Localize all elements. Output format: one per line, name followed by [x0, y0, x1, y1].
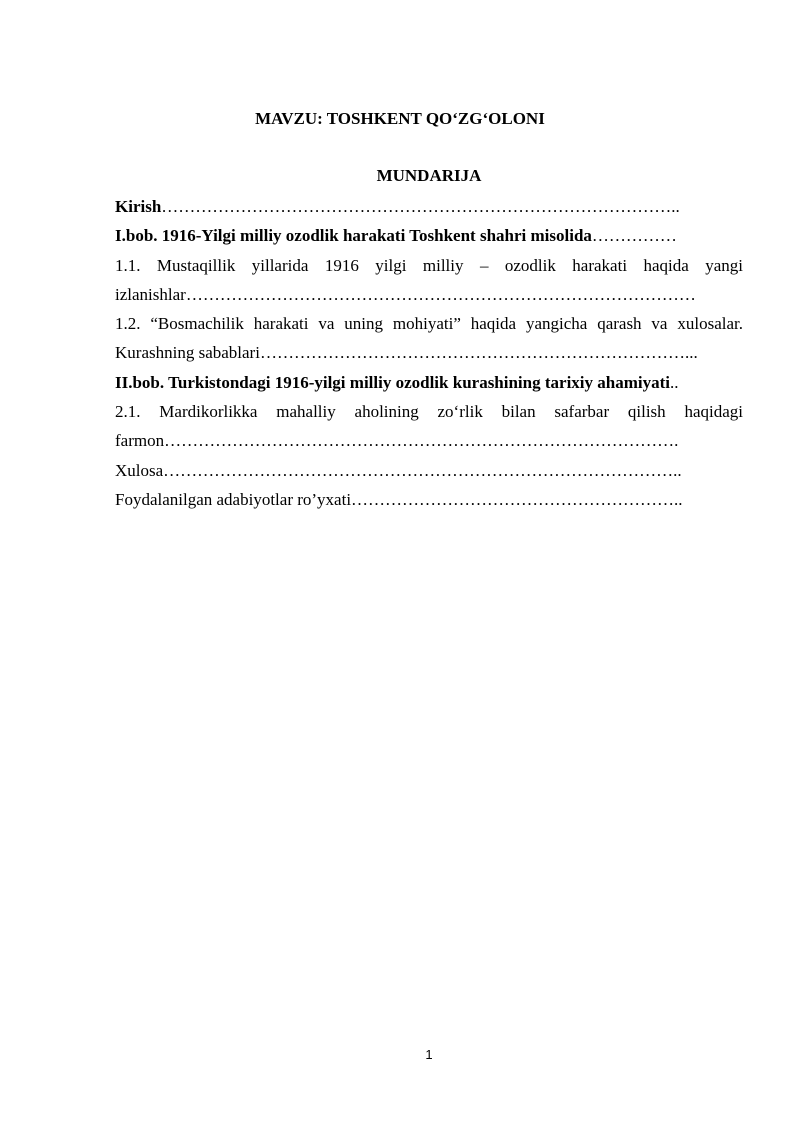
toc-entry-label: 1.1. Mustaqillik yillarida 1916 yilgi milliy – ozodlik harakati haqida yangi izlanishlar — [115, 255, 743, 304]
contents-heading: MUNDARIJA — [376, 166, 482, 185]
toc-entry-bob1 — [115, 221, 743, 250]
toc-entry-label: 2.1. Mardikorlikka mahalliy aholining zo‘rlik bilan safarbar qilish haqidagi farmon — [115, 402, 743, 451]
toc-leader-dots: …………… — [591, 226, 677, 246]
page-number: 1 — [425, 1047, 433, 1062]
toc-entry-1-1 — [115, 251, 743, 310]
toc-entry-label: Kirish — [115, 197, 162, 216]
toc-entry-1-2 — [115, 309, 743, 368]
toc-entry-label: II.bob. Turkistondagi 1916-yilgi milliy ozodlik kurashining tarixiy ahamiyati — [115, 372, 670, 392]
toc-leader-dots: ……………………………………………………………………………… — [185, 284, 696, 304]
toc-leader-dots: .. — [670, 372, 679, 392]
toc-entry-kirish — [115, 192, 743, 221]
toc-entry-label: 1.2. “Bosmachilik harakati va uning mohiyati” haqida yangicha qarash va xulosalar. Kurashning sabablari — [115, 314, 743, 363]
toc-entry-label: Xulosa — [115, 460, 164, 480]
toc-entry-bob2 — [115, 368, 743, 397]
toc-leader-dots: ……………………………………………………………………………….. — [161, 197, 680, 216]
toc-entry-xulosa — [115, 456, 743, 485]
toc-entry-foydalanilgan — [115, 485, 743, 514]
table-of-contents — [115, 192, 743, 514]
document-title: MAVZU: TOSHKENT QO‘ZG‘OLONI — [255, 109, 545, 128]
toc-leader-dots: ………………………………………………………………………………. — [164, 431, 679, 451]
toc-entry-2-1 — [115, 397, 743, 456]
toc-entry-label: Foydalanilgan adabiyotlar ro’yxati — [115, 489, 352, 509]
toc-leader-dots: ………………………………………………….. — [351, 489, 683, 509]
toc-leader-dots: …………………………………………………………………... — [259, 343, 698, 363]
toc-entry-label: I.bob. 1916-Yilgi milliy ozodlik harakati Toshkent shahri misolida — [115, 226, 592, 246]
toc-leader-dots: ……………………………………………………………………………….. — [163, 460, 682, 480]
